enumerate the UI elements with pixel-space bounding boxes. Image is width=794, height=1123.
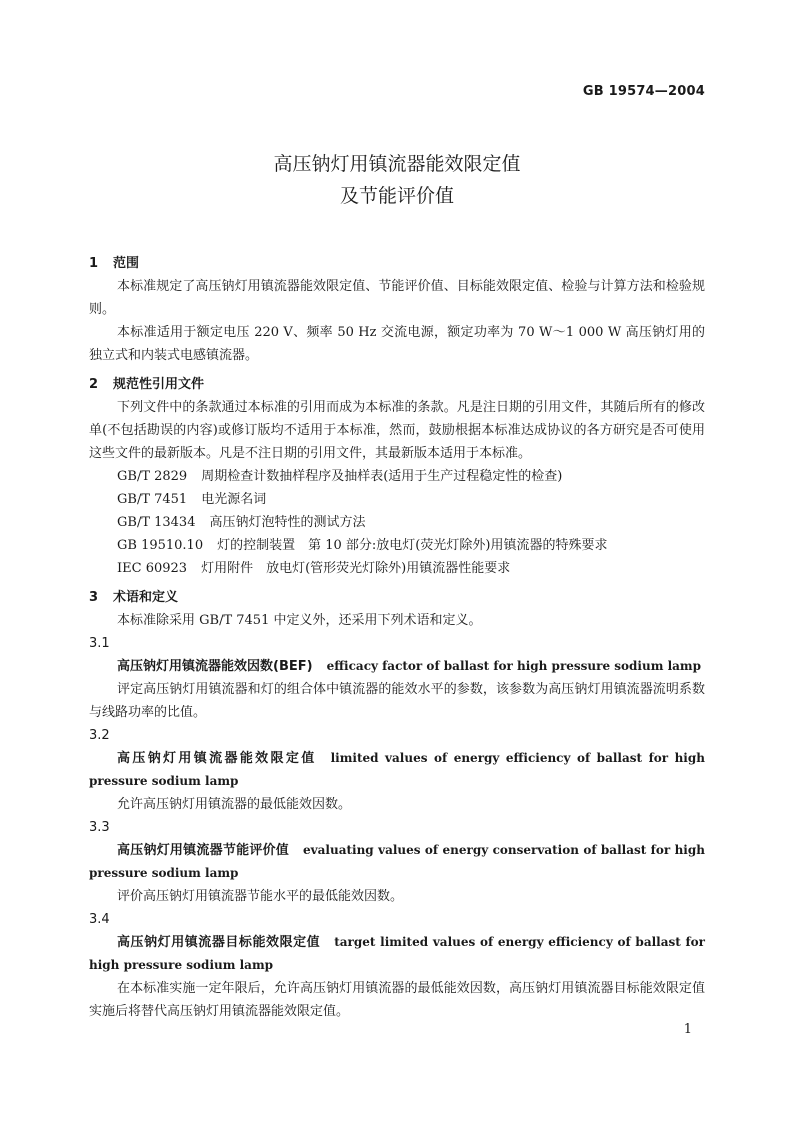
reference-item <box>89 465 705 488</box>
paragraph: 下列文件中的条款通过本标准的引用而成为本标准的条款。凡是注日期的引用文件，其随后所有的修改单(不包括勘误的内容)或修订版均不适用于本标准，然而，鼓励根据本标准达成协议的各方研究是否可使用这些文件的最新版本。凡是不注日期的引用文件，其最新版本适用于本标准。 <box>89 400 705 461</box>
term-definition: 评定高压钠灯用镇流器和灯的组合体中镇流器的能效水平的参数，该参数为高压钠灯用镇流器流明系数与线路功率的比值。 <box>89 682 705 720</box>
reference-title: 灯用附件 放电灯(管形荧光灯除外)用镇流器性能要求 <box>201 561 511 576</box>
reference-code: GB 19510.10 <box>117 538 204 553</box>
section-number: 1 <box>89 256 99 271</box>
reference-item <box>89 557 705 580</box>
term-chinese: 高压钠灯用镇流器能效限定值 <box>117 751 317 766</box>
reference-title: 高压钠灯泡特性的测试方法 <box>209 515 366 530</box>
term-definition: 评价高压钠灯用镇流器节能水平的最低能效因数。 <box>117 889 404 904</box>
term-chinese: 高压钠灯用镇流器节能评价值 <box>117 843 290 858</box>
reference-code: IEC 60923 <box>117 561 188 576</box>
document-title-line-2: 及节能评价值 <box>339 185 454 207</box>
term-chinese: 高压钠灯用镇流器能效因数(BEF) <box>117 659 313 674</box>
term-entry <box>89 931 705 977</box>
paragraph: 本标准适用于额定电压 220 V、频率 50 Hz 交流电源，额定功率为 70 W～1 000 W 高压钠灯用的独立式和内装式电感镇流器。 <box>89 325 705 363</box>
reference-item <box>89 534 705 557</box>
term-entry <box>89 839 705 885</box>
reference-code: GB/T 13434 <box>117 515 196 530</box>
section-heading-terms-definitions <box>89 586 705 609</box>
section-number: 3 <box>89 590 99 605</box>
section-title: 规范性引用文件 <box>113 377 205 392</box>
section-title: 术语和定义 <box>113 590 179 605</box>
clause-number: 3.1 <box>89 636 110 651</box>
term-english: limited values of energy efficiency of ballast for high pressure sodium lamp <box>89 751 705 788</box>
clause-number: 3.3 <box>89 820 110 835</box>
section-number: 2 <box>89 377 99 392</box>
document-body <box>89 246 705 1023</box>
term-chinese: 高压钠灯用镇流器目标能效限定值 <box>117 935 321 950</box>
standard-number: GB 19574—2004 <box>582 84 705 99</box>
reference-title: 周期检查计数抽样程序及抽样表(适用于生产过程稳定性的检查) <box>201 469 563 484</box>
term-definition: 在本标准实施一定年限后，允许高压钠灯用镇流器的最低能效因数，高压钠灯用镇流器目标能效限定值实施后将替代高压钠灯用镇流器能效限定值。 <box>89 981 705 1019</box>
term-english: efficacy factor of ballast for high pressure sodium lamp <box>326 659 702 673</box>
reference-item <box>89 488 705 511</box>
reference-item <box>89 511 705 534</box>
page-number: 1 <box>683 1022 692 1037</box>
term-entry <box>89 747 705 793</box>
paragraph: 本标准规定了高压钠灯用镇流器能效限定值、节能评价值、目标能效限定值、检验与计算方法和检验规则。 <box>89 279 705 317</box>
term-english: target limited values of energy efficiency of ballast for high pressure sodium lamp <box>89 935 705 972</box>
term-entry <box>89 655 705 678</box>
term-english: evaluating values of energy conservation of ballast for high pressure sodium lamp <box>89 843 705 880</box>
reference-code: GB/T 7451 <box>117 492 188 507</box>
reference-code: GB/T 2829 <box>117 469 188 484</box>
term-definition: 允许高压钠灯用镇流器的最低能效因数。 <box>117 797 352 812</box>
section-heading-scope <box>89 252 705 275</box>
clause-number: 3.4 <box>89 912 110 927</box>
paragraph: 本标准除采用 GB/T 7451 中定义外，还采用下列术语和定义。 <box>117 613 482 628</box>
section-title: 范围 <box>113 256 140 271</box>
document-title-line-1: 高压钠灯用镇流器能效限定值 <box>273 153 521 175</box>
clause-number: 3.2 <box>89 728 110 743</box>
section-heading-normative-references <box>89 373 705 396</box>
reference-title: 灯的控制装置 第 10 部分:放电灯(荧光灯除外)用镇流器的特殊要求 <box>217 538 608 553</box>
reference-title: 电光源名词 <box>201 492 267 507</box>
